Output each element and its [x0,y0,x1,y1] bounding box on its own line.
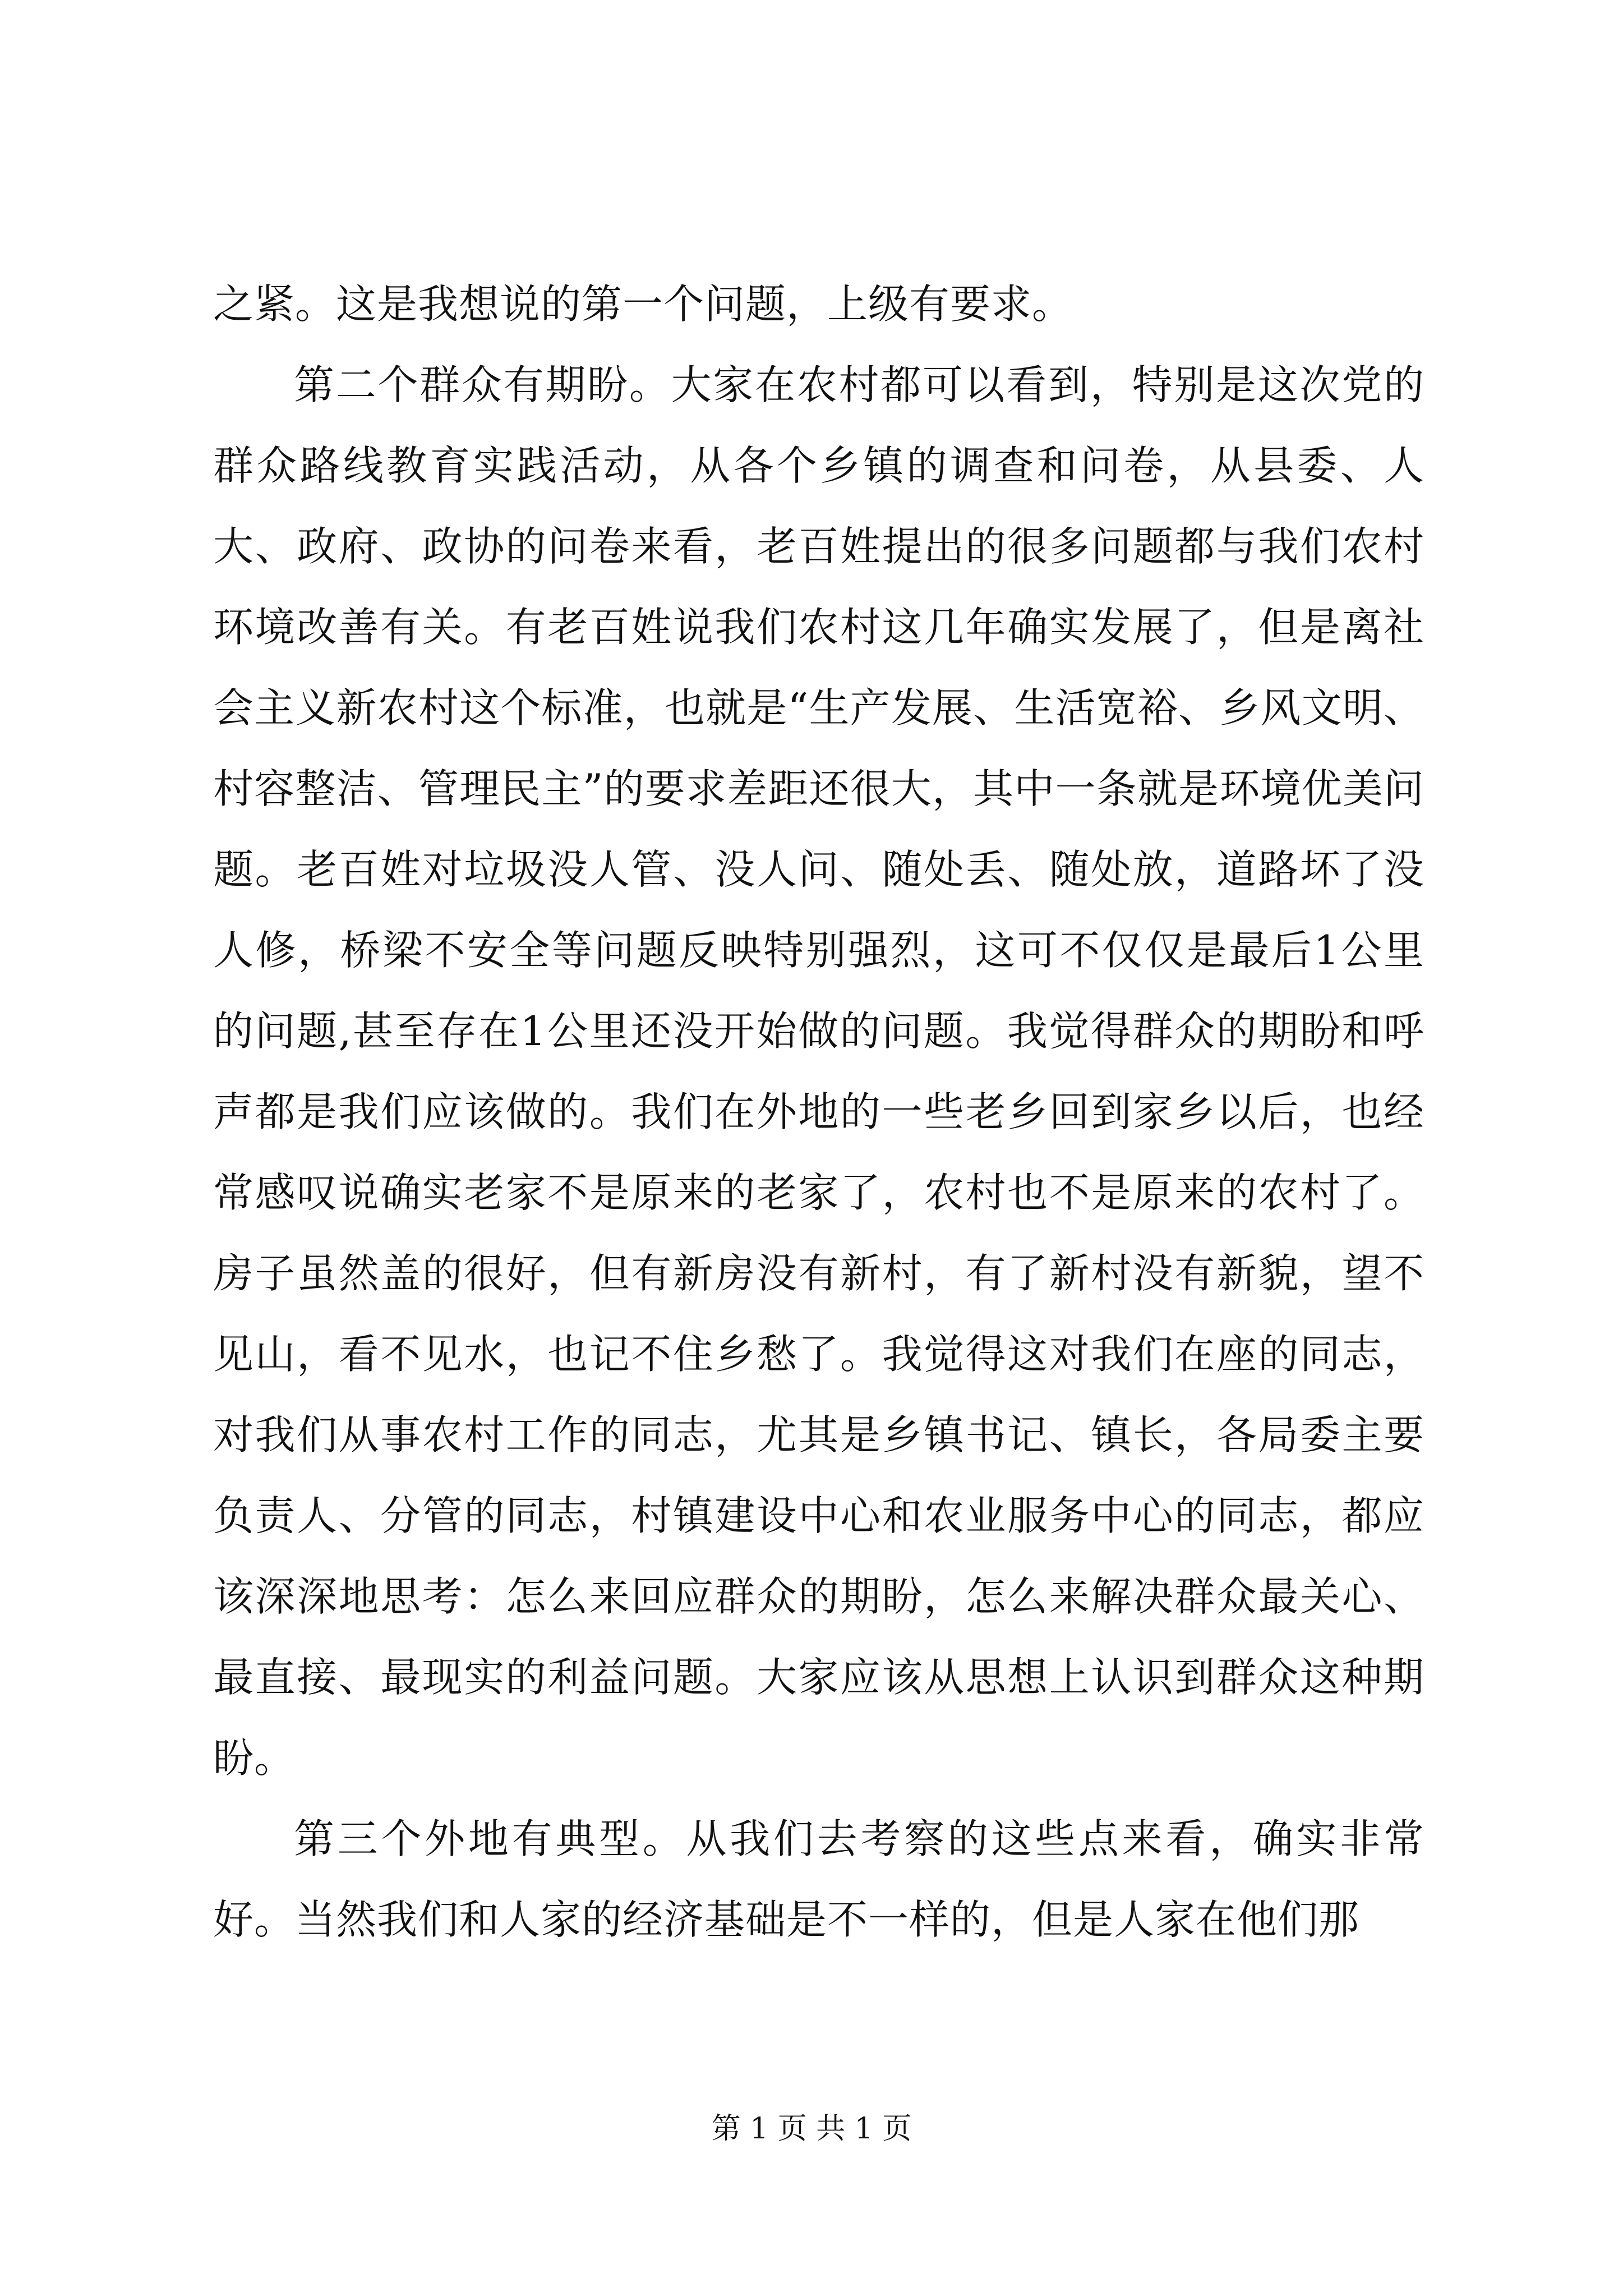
paragraph-3: 第三个外地有典型。从我们去考察的这些点来看，确实非常好。当然我们和人家的经济基础是不一样的，但是人家在他们那 [213,1815,1424,1943]
page-number-label: 第 1 页 共 1 页 [711,2112,912,2146]
page-footer [0,2109,1623,2148]
paragraph-1: 之紧。这是我想说的第一个问题，上级有要求。 [213,280,1073,328]
paragraph-2: 第二个群众有期盼。大家在农村都可以看到，特别是这次党的群众路线教育实践活动，从各个乡镇的调查和问卷，从县委、人大、政府、政协的问卷来看，老百姓提出的很多问题都与我们农村环境改善有关。有老百姓说我们农村这几年确实发展了，但是离社会主义新农村这个标准，也就是“生产发展、生活宽裕、乡风文明、村容整洁、管理民主”的要求差距还很大，其中一条就是环境优美问题。老百姓对垃圾没人管、没人问、随处丢、随处放，道路坏了没人修，桥梁不安全等问题反映特别强烈，这可不仅仅是最后1公里的问题,甚至存在1公里还没开始做的问题。我觉得群众的期盼和呼声都是我们应该做的。我们在外地的一些老乡回到家乡以后，也经常感叹说确实老家不是原来的老家了，农村也不是原来的农村了。房子虽然盖的很好，但有新房没有新村，有了新村没有新貌，望不见山，看不见水，也记不住乡愁了。我觉得这对我们在座的同志，对我们从事农村工作的同志，尤其是乡镇书记、镇长，各局委主要负责人、分管的同志，村镇建设中心和农业服务中心的同志，都应该深深地思考：怎么来回应群众的期盼，怎么来解决群众最关心、最直接、最现实的利益问题。大家应该从思想上认识到群众这种期盼。 [213,361,1424,1782]
document-body [213,264,1424,1960]
